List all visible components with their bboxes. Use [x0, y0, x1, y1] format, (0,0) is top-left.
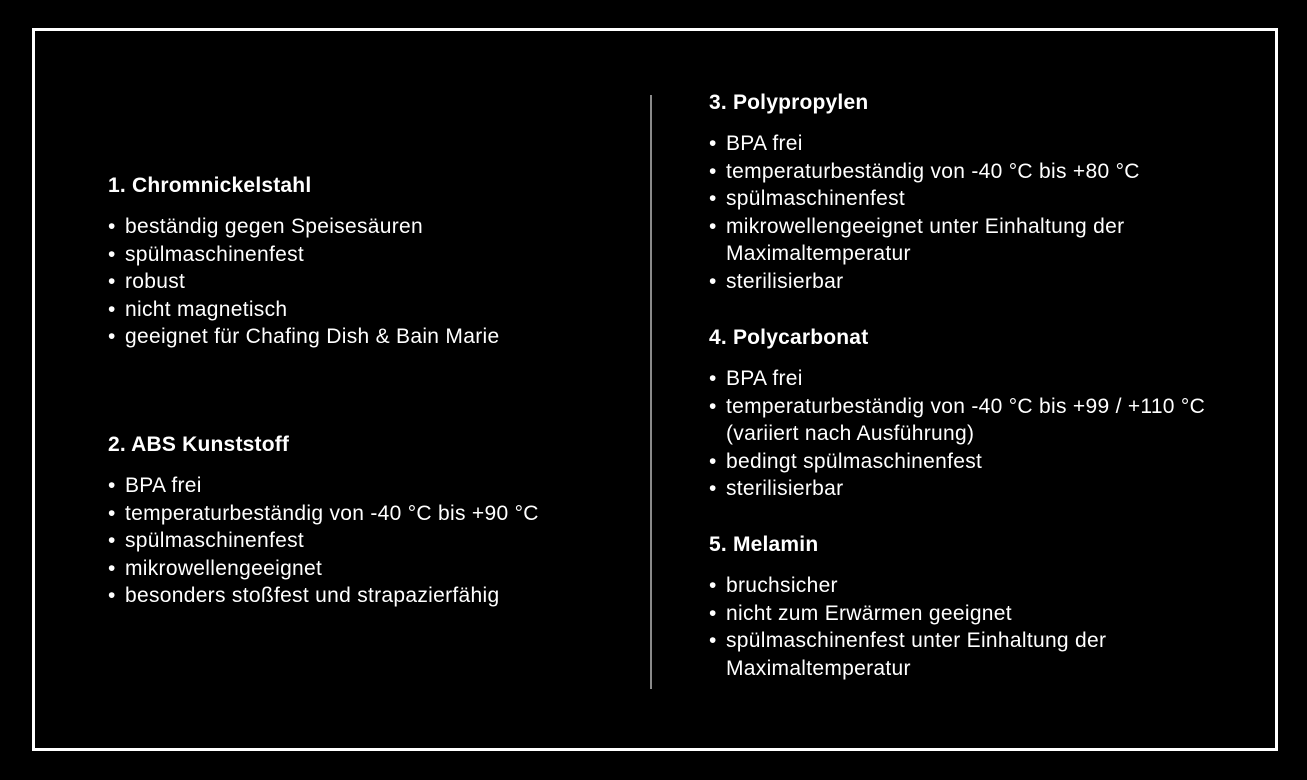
- list-item: • mikrowellengeeignet: [108, 555, 638, 583]
- list-item: • BPA frei: [709, 365, 1239, 393]
- feature-list: [709, 130, 1239, 295]
- section-title: 2. ABS Kunststoff: [108, 433, 290, 456]
- section-polypropylen: [709, 90, 1239, 295]
- list-item: • nicht magnetisch: [108, 296, 638, 324]
- list-item: • bruchsicher: [709, 572, 1239, 600]
- section-title: 4. Polycarbonat: [709, 326, 869, 349]
- list-item: • BPA frei: [108, 472, 638, 500]
- list-item: • nicht zum Erwärmen geeignet: [709, 600, 1239, 628]
- list-item: • spülmaschinenfest unter Einhaltung der Maximaltemperatur: [709, 627, 1239, 682]
- section-title: 1. Chromnickelstahl: [108, 174, 312, 197]
- list-item: • bedingt spülmaschinenfest: [709, 448, 1239, 476]
- section-title: 5. Melamin: [709, 533, 819, 556]
- list-item: • beständig gegen Speisesäuren: [108, 213, 638, 241]
- list-item: • spülmaschinenfest: [709, 185, 1239, 213]
- feature-list: [108, 213, 638, 351]
- list-item: • spülmaschinenfest: [108, 241, 638, 269]
- list-item: • sterilisierbar: [709, 475, 1239, 503]
- section-melamin: [709, 532, 1239, 682]
- section-polycarbonat: [709, 325, 1239, 503]
- list-item: • mikrowellengeeignet unter Einhaltung der Maximaltemperatur: [709, 213, 1239, 268]
- list-item: • robust: [108, 268, 638, 296]
- list-item: • temperaturbeständig von -40 °C bis +90 °C: [108, 500, 638, 528]
- column-divider: [650, 95, 652, 689]
- list-item: • BPA frei: [709, 130, 1239, 158]
- section-title: 3. Polypropylen: [709, 91, 869, 114]
- feature-list: [108, 472, 638, 610]
- list-item: • temperaturbeständig von -40 °C bis +99 / +110 °C (variiert nach Ausführung): [709, 393, 1239, 448]
- list-item: • spülmaschinenfest: [108, 527, 638, 555]
- feature-list: [709, 365, 1239, 503]
- section-abs-kunststoff: [108, 432, 638, 610]
- list-item: • besonders stoßfest und strapazierfähig: [108, 582, 638, 610]
- list-item: • geeignet für Chafing Dish & Bain Marie: [108, 323, 638, 351]
- list-item: • sterilisierbar: [709, 268, 1239, 296]
- list-item: • temperaturbeständig von -40 °C bis +80 °C: [709, 158, 1239, 186]
- section-chromnickelstahl: [108, 173, 638, 351]
- feature-list: [709, 572, 1239, 682]
